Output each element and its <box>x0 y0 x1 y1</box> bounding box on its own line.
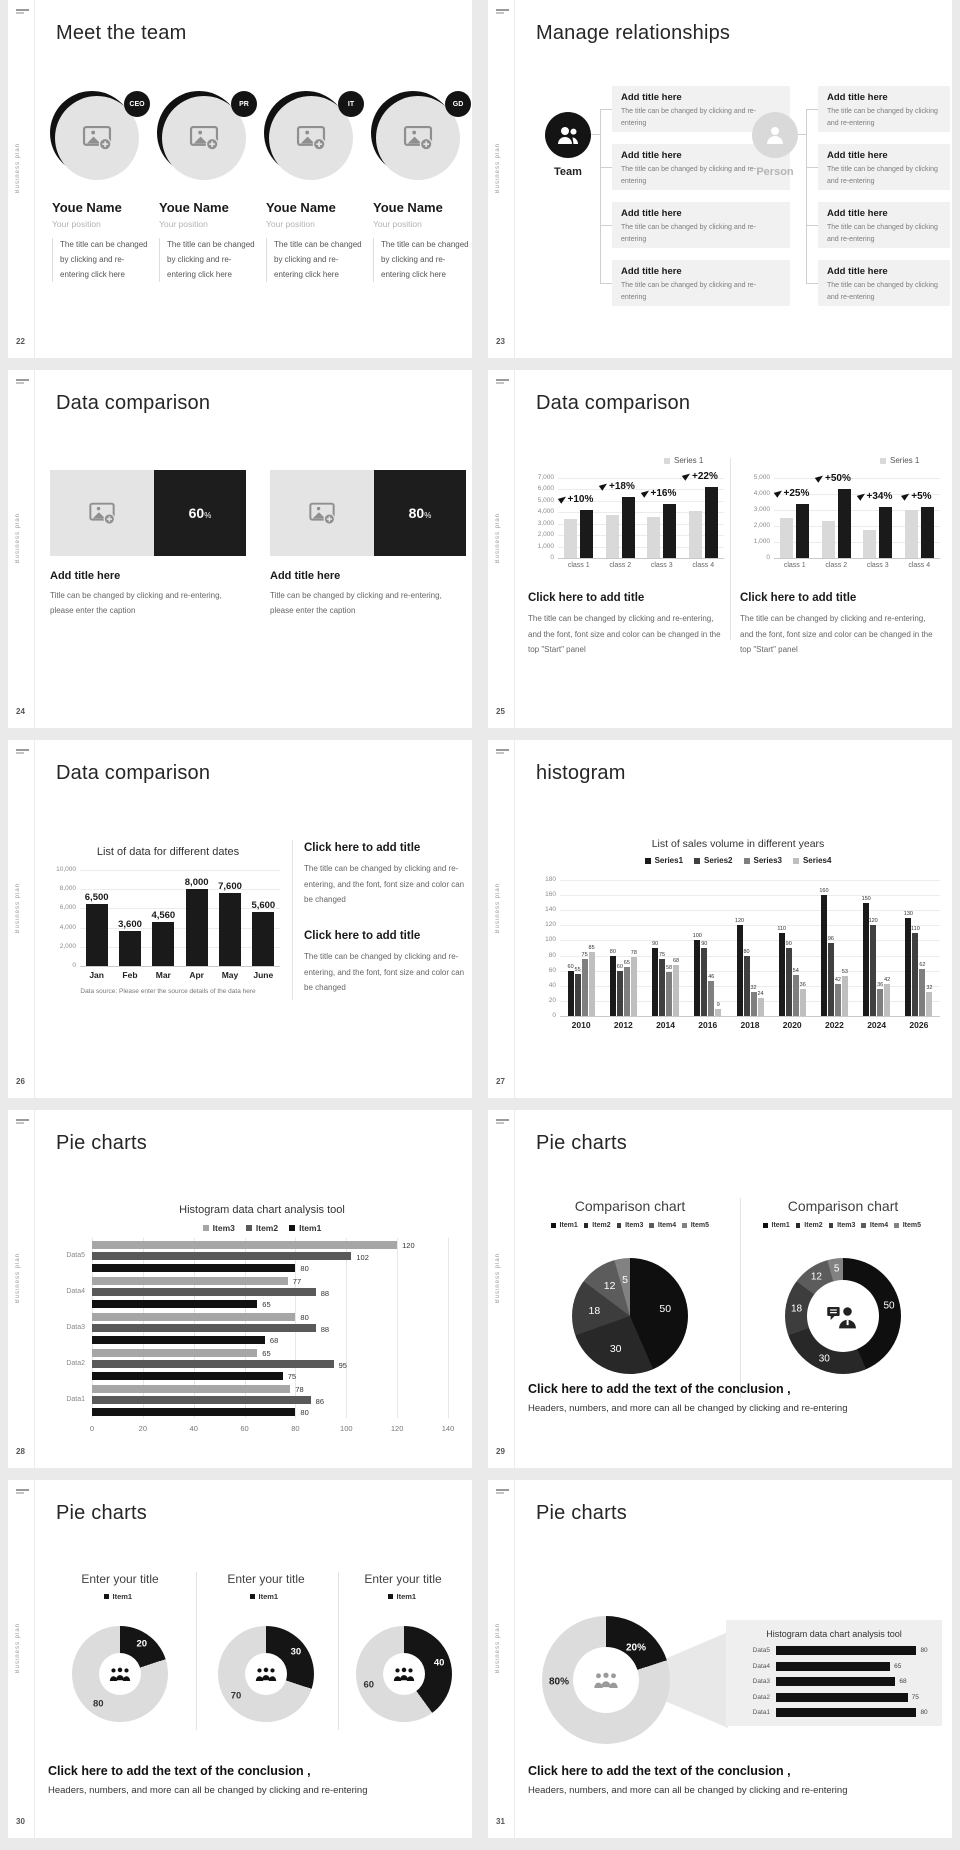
legend-swatch <box>861 1223 866 1228</box>
legend-label: Item5 <box>902 1222 921 1229</box>
legend-label: Item1 <box>559 1222 578 1229</box>
percent-value: 80 <box>408 505 425 521</box>
legend-label: Item1 <box>299 1223 322 1233</box>
caption-title: Click here to add title <box>304 930 421 942</box>
card-text: Title can be changed by clicking and re-entering, please enter the caption <box>270 591 442 615</box>
page-number: 23 <box>496 337 505 346</box>
legend-label: Item4 <box>657 1222 677 1229</box>
caption-title: Click here to add title <box>740 592 857 604</box>
chart-legend <box>548 856 928 865</box>
org-box-text: The title can be changed by clicking and re-entering <box>827 282 938 301</box>
connector <box>806 225 818 226</box>
panel-title: Enter your title <box>227 1572 305 1586</box>
divider <box>514 740 515 1098</box>
member-name: Youe Name <box>373 200 443 215</box>
legend-swatch <box>388 1594 393 1599</box>
legend-swatch <box>617 1223 622 1228</box>
panel-title: Comparison chart <box>787 1198 899 1214</box>
slide-title: Pie charts <box>536 1502 627 1524</box>
page-number: 26 <box>16 1077 25 1086</box>
conclusion-text: Headers, numbers, and more can all be changed by clicking and re-entering <box>528 1403 848 1414</box>
chart-legend <box>732 1222 952 1229</box>
slide-31-thumbnail[interactable] <box>488 1480 952 1838</box>
side-label: Business plan <box>15 143 21 194</box>
page-number: 30 <box>16 1817 25 1826</box>
card-title: Add title here <box>270 570 341 582</box>
brand-logo <box>16 749 29 755</box>
team-label: Team <box>554 166 582 178</box>
caption-text: The title can be changed by clicking and re-entering, and the font, font size and color can be changed <box>304 952 465 993</box>
org-box-title: Add title here <box>621 92 682 103</box>
donut-chart: 20 80 <box>72 1626 168 1722</box>
legend-label: Item1 <box>396 1592 417 1601</box>
avatar <box>52 94 152 184</box>
side-label: Business plan <box>495 1253 501 1304</box>
connector <box>806 167 818 168</box>
side-label: Business plan <box>15 883 21 934</box>
image-placeholder-icon <box>87 500 117 527</box>
legend-label: Item2 <box>592 1222 611 1229</box>
connector <box>600 109 612 110</box>
slide-title: Pie charts <box>56 1502 147 1524</box>
caption-title: Click here to add title <box>304 842 421 854</box>
slide-title: histogram <box>536 762 626 784</box>
side-label: Business plan <box>495 883 501 934</box>
team-icon <box>545 112 591 158</box>
slide-27-thumbnail[interactable] <box>488 740 952 1098</box>
legend-swatch <box>763 1223 768 1228</box>
legend-label: Series3 <box>753 856 782 865</box>
brand-logo <box>16 379 29 385</box>
slide-28-thumbnail[interactable] <box>8 1110 472 1468</box>
avatar <box>159 94 259 184</box>
conclusion-text: Headers, numbers, and more can all be changed by clicking and re-entering <box>48 1785 368 1796</box>
side-label: Business plan <box>495 1623 501 1674</box>
legend-swatch <box>796 1223 801 1228</box>
conclusion-title: Click here to add the text of the conclusion , <box>528 1764 791 1778</box>
member-position: Your position <box>52 219 101 229</box>
divider <box>196 1572 197 1730</box>
conclusion-title: Click here to add the text of the conclusion , <box>528 1382 791 1396</box>
connector <box>600 225 612 226</box>
divider <box>514 0 515 358</box>
org-box-text: The title can be changed by clicking and re-entering <box>827 224 938 243</box>
legend-swatch <box>246 1225 252 1231</box>
progress-donut-80 <box>374 470 466 556</box>
divider <box>34 1480 35 1838</box>
divider <box>338 1572 339 1730</box>
chart-legend <box>72 1223 452 1233</box>
legend-label: Series 1 <box>890 456 920 465</box>
chart-legend <box>520 1222 740 1229</box>
slide-title: Meet the team <box>56 22 187 44</box>
org-box <box>818 202 950 248</box>
member-position: Your position <box>373 219 422 229</box>
people-group-icon <box>107 1666 133 1683</box>
image-placeholder <box>270 470 374 556</box>
divider <box>514 1480 515 1838</box>
legend-swatch <box>694 858 700 864</box>
chart-legend <box>104 1592 132 1601</box>
role-badge: CEO <box>124 91 150 117</box>
caption-text: The title can be changed by clicking and re-entering, and the font, font size and color can be changed in the top "Start" panel <box>740 614 933 655</box>
connector <box>600 109 601 283</box>
member-name: Youe Name <box>52 200 122 215</box>
team-member-card <box>266 94 366 282</box>
slide-25-thumbnail[interactable] <box>488 370 952 728</box>
chart-legend <box>880 456 919 465</box>
legend-swatch <box>645 858 651 864</box>
org-box-title: Add title here <box>827 92 888 103</box>
team-member-card <box>52 94 152 282</box>
legend-label: Item3 <box>837 1222 856 1229</box>
page-number: 25 <box>496 707 505 716</box>
org-box-text: The title can be changed by clicking and re-entering <box>827 108 938 127</box>
connector <box>591 134 600 135</box>
slide-title: Data comparison <box>536 392 691 414</box>
divider <box>514 370 515 728</box>
chart-legend <box>664 456 703 465</box>
side-label: Business plan <box>15 1623 21 1674</box>
member-position: Your position <box>266 219 315 229</box>
org-box-title: Add title here <box>621 150 682 161</box>
org-box <box>818 86 950 132</box>
person-label: Person <box>756 166 794 178</box>
page-number: 24 <box>16 707 25 716</box>
side-label: Business plan <box>15 1253 21 1304</box>
panel-title: Enter your title <box>81 1572 159 1586</box>
legend-label: Item1 <box>112 1592 133 1601</box>
brand-logo <box>496 1119 509 1125</box>
org-box-title: Add title here <box>827 150 888 161</box>
legend-label: Item1 <box>258 1592 279 1601</box>
legend-label: Item1 <box>771 1222 790 1229</box>
team-member-card <box>373 94 472 282</box>
side-label: Business plan <box>495 513 501 564</box>
divider <box>34 1110 35 1468</box>
org-box <box>818 260 950 306</box>
chart-title: Histogram data chart analysis tool <box>179 1204 345 1216</box>
slide-30-thumbnail[interactable] <box>8 1480 472 1838</box>
connector <box>798 134 806 135</box>
team-member-card <box>159 94 259 282</box>
legend-label: Series 1 <box>674 456 704 465</box>
chart-legend <box>250 1592 278 1601</box>
card-title: Add title here <box>50 570 121 582</box>
member-description: The title can be changed by clicking and re-entering click here <box>52 238 148 282</box>
legend-label: Series2 <box>704 856 733 865</box>
legend-label: Series4 <box>802 856 832 865</box>
caption-title: Click here to add title <box>528 592 645 604</box>
divider <box>34 370 35 728</box>
slide-26-thumbnail[interactable] <box>8 740 472 1098</box>
legend-swatch <box>203 1225 209 1231</box>
divider <box>730 458 731 640</box>
conclusion-title: Click here to add the text of the conclusion , <box>48 1764 311 1778</box>
chart-footnote: Data source: Please enter the source details of the data here <box>80 988 256 995</box>
connector <box>600 167 612 168</box>
image-placeholder-icon <box>307 500 337 527</box>
percent-sign: % <box>424 510 432 520</box>
org-box-text: The title can be changed by clicking and re-entering <box>621 282 757 301</box>
legend-label: Item2 <box>255 1223 279 1233</box>
people-group-icon <box>391 1666 417 1683</box>
slide-29-thumbnail[interactable] <box>488 1110 952 1468</box>
card-text: Title can be changed by clicking and re-entering, please enter the caption <box>50 591 222 615</box>
legend-swatch <box>551 1223 556 1228</box>
slide-title: Data comparison <box>56 392 211 414</box>
image-placeholder-icon <box>294 123 328 153</box>
org-box <box>818 144 950 190</box>
member-description: The title can be changed by clicking and re-entering click here <box>266 238 362 282</box>
brand-logo <box>496 9 509 15</box>
caption-text: The title can be changed by clicking and re-entering, and the font, font size and color can be changed in the top "Start" panel <box>528 614 721 655</box>
caption-text: The title can be changed by clicking and re-entering, and the font, font size and color can be changed <box>304 864 465 905</box>
org-box-title: Add title here <box>827 266 888 277</box>
chart-legend <box>388 1592 416 1601</box>
slide-title: Manage relationships <box>536 22 731 44</box>
image-placeholder-icon <box>401 123 435 153</box>
conclusion-text: Headers, numbers, and more can all be changed by clicking and re-entering <box>528 1785 848 1796</box>
legend-swatch <box>289 1225 295 1231</box>
avatar <box>373 94 472 184</box>
grouped-column-chart: 0 20 40 60 80 100 120 140 160 180 60 55 75 85 2010 80 60 65 78 2012 90 75 58 68 2014 100 90 46 9 2016 120 80 32 24 2018 110 90 54 36 2020 160 96 42 53 2022 150 120 36 42 2024 130 110 62 32 2026 <box>560 880 940 1016</box>
role-badge: GD <box>445 91 471 117</box>
progress-donut-60 <box>154 470 246 556</box>
bar-chart-left: 0 1,000 2,000 3,000 4,000 5,000 6,000 7,000 class 1 +10% class 2 +18% class 3 +16% class 4 +22% <box>558 478 724 558</box>
donut-chart: 50 30 18 12 5 <box>785 1258 901 1374</box>
org-box-title: Add title here <box>621 266 682 277</box>
brand-logo <box>496 1489 509 1495</box>
legend-label: Item2 <box>804 1222 823 1229</box>
divider <box>292 840 293 1000</box>
slide-title: Data comparison <box>56 762 211 784</box>
member-name: Youe Name <box>266 200 336 215</box>
percent-value: 60 <box>188 505 205 521</box>
slide-23-thumbnail[interactable] <box>488 0 952 358</box>
legend-swatch <box>104 1594 109 1599</box>
chart-title: List of data for different dates <box>96 846 240 858</box>
bar-chart-right: 0 1,000 2,000 3,000 4,000 5,000 class 1 +25% class 2 +50% class 3 +34% class 4 +5% <box>774 478 940 558</box>
legend-swatch <box>682 1223 687 1228</box>
page-number: 31 <box>496 1817 505 1826</box>
pie-chart: 50 30 18 12 5 <box>572 1258 688 1374</box>
bar-chart-panel <box>726 1620 942 1726</box>
brand-logo <box>16 9 29 15</box>
connector <box>600 283 612 284</box>
panel-title: Enter your title <box>364 1572 442 1586</box>
legend-swatch <box>250 1594 255 1599</box>
avatar <box>266 94 366 184</box>
horizontal-bar-chart: Data5 80 Data4 65 Data3 68 Data2 75 Data1 80 <box>752 1647 928 1716</box>
connector <box>806 109 807 283</box>
page-number: 29 <box>496 1447 505 1456</box>
member-description: The title can be changed by clicking and re-entering click here <box>159 238 255 282</box>
businessman-icon <box>825 1302 861 1330</box>
role-badge: PR <box>231 91 257 117</box>
org-box-text: The title can be changed by clicking and re-entering <box>827 166 938 185</box>
legend-swatch <box>793 858 799 864</box>
legend-label: Item3 <box>212 1223 235 1233</box>
donut-chart: 20% 80% <box>542 1616 670 1744</box>
side-label: Business plan <box>495 143 501 194</box>
member-position: Your position <box>159 219 208 229</box>
slide-title: Pie charts <box>56 1132 147 1154</box>
chart-title: Histogram data chart analysis tool <box>766 1629 902 1639</box>
member-description: The title can be changed by clicking and re-entering click here <box>373 238 469 282</box>
horizontal-bar-chart: 0 20 40 60 80 100 120 140 120 102 80 Data5 77 88 65 Data4 80 88 68 Data3 65 95 75 Data2 78 86 80 Data1 <box>92 1238 448 1418</box>
legend-swatch <box>664 458 670 464</box>
role-badge: IT <box>338 91 364 117</box>
page-number: 28 <box>16 1447 25 1456</box>
legend-swatch <box>894 1223 899 1228</box>
slide-24-thumbnail[interactable] <box>8 370 472 728</box>
divider <box>34 0 35 358</box>
org-box <box>612 260 790 306</box>
legend-swatch <box>649 1223 654 1228</box>
image-placeholder-icon <box>187 123 221 153</box>
chart-title: List of sales volume in different years <box>651 838 825 850</box>
people-group-icon <box>591 1671 621 1690</box>
org-box-text: The title can be changed by clicking and re-entering <box>621 108 757 127</box>
legend-label: Series1 <box>654 856 684 865</box>
donut-chart: 40 60 <box>356 1626 452 1722</box>
org-box-title: Add title here <box>827 208 888 219</box>
page-number: 27 <box>496 1077 505 1086</box>
legend-swatch <box>744 858 750 864</box>
connector <box>806 109 818 110</box>
divider <box>34 740 35 1098</box>
person-icon <box>752 112 798 158</box>
org-box-text: The title can be changed by clicking and re-entering <box>621 224 757 243</box>
legend-label: Item4 <box>869 1222 889 1229</box>
brand-logo <box>16 1119 29 1125</box>
image-placeholder-icon <box>80 123 114 153</box>
org-box-text: The title can be changed by clicking and re-entering <box>621 166 757 185</box>
people-group-icon <box>253 1666 279 1683</box>
legend-label: Item3 <box>625 1222 644 1229</box>
donut-chart: 30 70 <box>218 1626 314 1722</box>
org-box <box>612 202 790 248</box>
page-number: 22 <box>16 337 25 346</box>
legend-swatch <box>880 458 886 464</box>
side-label: Business plan <box>15 513 21 564</box>
image-placeholder <box>50 470 154 556</box>
percent-sign: % <box>204 510 212 520</box>
org-box-title: Add title here <box>621 208 682 219</box>
brand-logo <box>496 749 509 755</box>
member-name: Youe Name <box>159 200 229 215</box>
divider <box>514 1110 515 1468</box>
connector <box>806 283 818 284</box>
brand-logo <box>16 1489 29 1495</box>
legend-swatch <box>829 1223 834 1228</box>
brand-logo <box>496 379 509 385</box>
slide-title: Pie charts <box>536 1132 627 1154</box>
column-chart: 0 2,000 4,000 6,000 8,000 10,000 6,500 Jan 3,600 Feb 4,560 Mar 8,000 Apr 7,600 May 5,600 June <box>80 870 280 966</box>
legend-swatch <box>584 1223 589 1228</box>
panel-title: Comparison chart <box>574 1198 686 1214</box>
slide-22-thumbnail[interactable] <box>8 0 472 358</box>
legend-label: Item5 <box>690 1222 709 1229</box>
